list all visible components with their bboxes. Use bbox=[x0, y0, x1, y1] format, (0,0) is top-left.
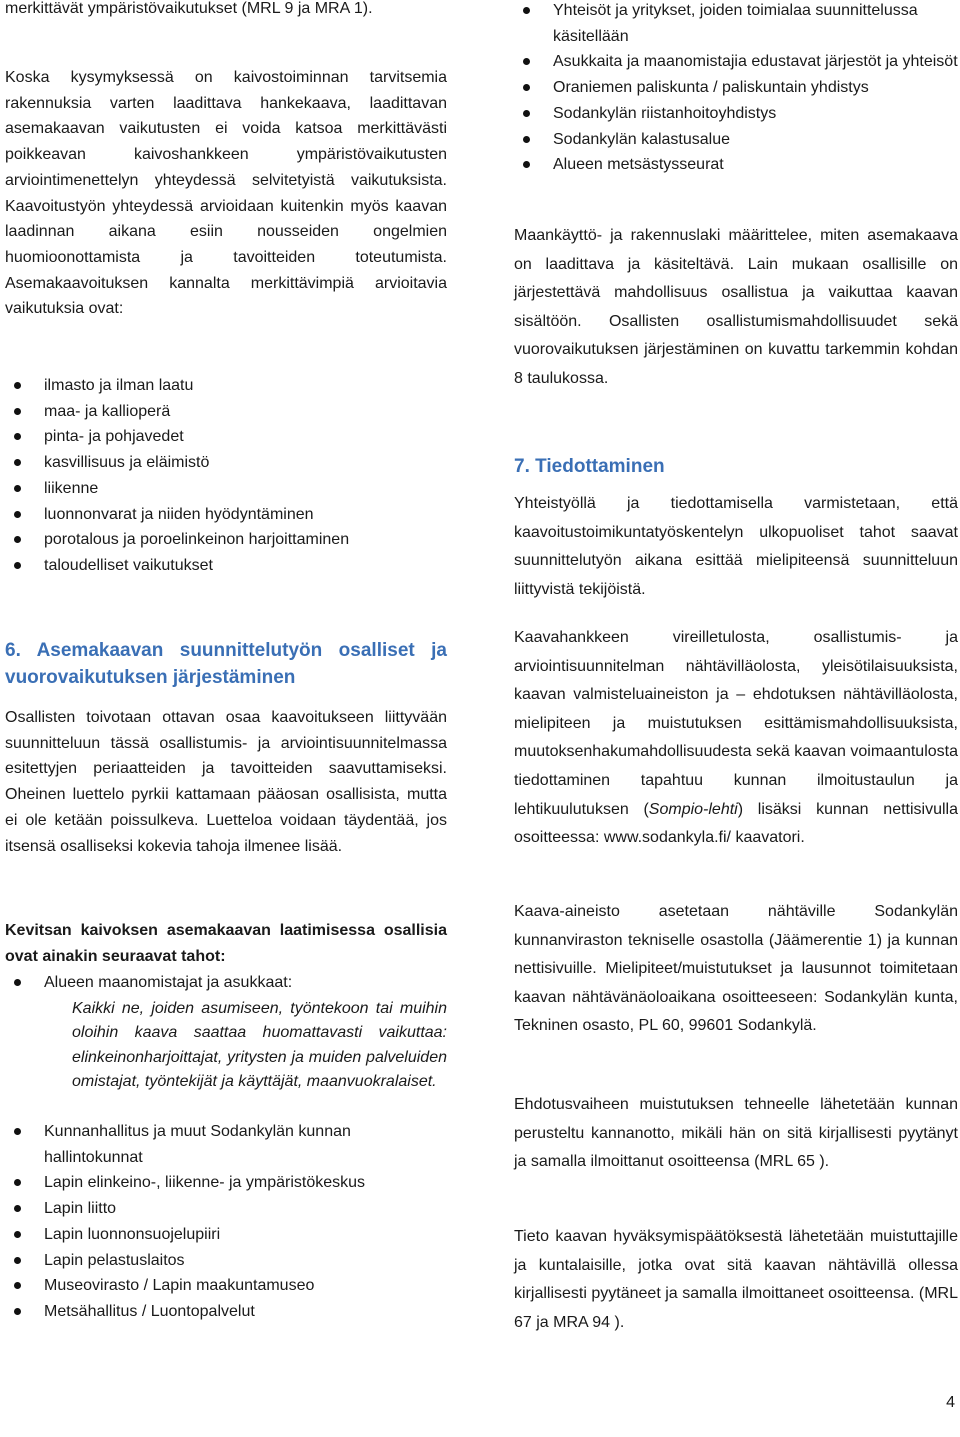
section-7-heading: 7. Tiedottaminen bbox=[514, 456, 665, 477]
bullet-icon bbox=[14, 1179, 21, 1186]
bullet-icon bbox=[523, 7, 530, 14]
list-item: Alueen maanomistajat ja asukkaat: bbox=[5, 970, 447, 996]
list-item: taloudelliset vaikutukset bbox=[5, 553, 447, 579]
bullet-icon bbox=[14, 459, 21, 466]
section-7-paragraph: Yhteistyöllä ja tiedottamisella varmistetaan, että kaavoitustoimikuntatyöskentelyn ulkopuoliset tahot saavat suunnittelutyön aikana esittää mielipiteensä suunnitteluun liittyvistä tekijöistä. bbox=[514, 495, 958, 598]
list-item: maa- ja kallioperä bbox=[5, 399, 447, 425]
bullet-icon bbox=[14, 382, 21, 389]
list-item: kasvillisuus ja eläimistö bbox=[5, 450, 447, 476]
bullet-icon bbox=[14, 1282, 21, 1289]
notices-paragraph: Kaavahankkeen vireilletulosta, osallistumis- ja arviointisuunnitelman nähtävilläolosta, yleisötilaisuuksista, kaavan valmisteluaineiston ja – ehdotuksen nähtävilläolosta, mielipiteen ja muistutuksen esittämismahdollisuuksista, muutoksenhakumahdollisuudesta sekä kaavan voimaantulosta tiedottaminen tapahtuu kunnan ilmoitustaulun ja lehtikuulutuksen (Sompio-lehti) lisäksi kunnan nettisivulla osoitteessa: www.sodankyla.fi/ kaavatori. bbox=[514, 629, 958, 847]
bullet-icon bbox=[14, 1205, 21, 1212]
list-item: Alueen metsästysseurat bbox=[514, 152, 958, 178]
list-item: Yhteisöt ja yritykset, joiden toimialaa suunnittelussa käsitellään bbox=[514, 0, 958, 49]
list-item: Oraniemen paliskunta / paliskuntain yhdistys bbox=[514, 75, 958, 101]
parties-list-cont bbox=[5, 1119, 447, 1325]
list-item: Museovirasto / Lapin maakuntamuseo bbox=[5, 1273, 447, 1299]
page-number: 4 bbox=[946, 1394, 955, 1411]
list-item: liikenne bbox=[5, 476, 447, 502]
list-item: Kunnanhallitus ja muut Sodankylän kunnan hallintokunnat bbox=[5, 1119, 447, 1170]
list-item: Sodankylän kalastusalue bbox=[514, 127, 958, 153]
section-6-heading: 6. Asemakaavan suunnittelutyön osalliset ja vuorovaikutuksen järjestäminen bbox=[5, 640, 447, 688]
bullet-icon bbox=[523, 110, 530, 117]
landowners-detail: Kaikki ne, joiden asumiseen, työntekoon tai muihin oloihin kaava saattaa huomattavasti vaikuttaa: elinkeinonharjoittajat, yritysten ja muiden palveluiden omistajat, työntekijät ja käyttäjät, maanvuokralaiset. bbox=[72, 1000, 447, 1091]
bullet-icon bbox=[14, 1257, 21, 1264]
bullet-icon bbox=[523, 136, 530, 143]
mrl-paragraph: Maankäyttö- ja rakennuslaki määrittelee, miten asemakaava on laadittava ja käsiteltävä. Lain mukaan osallisille on järjestettävä mahdollisuus osallistua ja vaikuttaa kaavan sisältöön. Osallisten osallistumismahdollisuudet sekä vuorovaikutuksen järjestäminen on kuvattu tarkemmin kohdan 8 taulukossa. bbox=[514, 227, 958, 387]
list-item: Lapin liitto bbox=[5, 1196, 447, 1222]
list-item: Lapin elinkeino-, liikenne- ja ympäristökeskus bbox=[5, 1170, 447, 1196]
bullet-icon bbox=[523, 161, 530, 168]
material-paragraph: Kaava-aineisto asetetaan nähtäville Sodankylän kunnanviraston tekniselle osastolla (Jäämerentie 1) ja kunnan nettisivuille. Mielipiteet/muistutukset ja lausunnot toimitetaan kaavan nähtävänäoloaikana osoitteeseen: Sodankylän kunta, Tekninen osasto, PL 60, 99601 Sodankylä. bbox=[514, 903, 958, 1035]
list-item: Sodankylän riistanhoitoyhdistys bbox=[514, 101, 958, 127]
list-item: luonnonvarat ja niiden hyödyntäminen bbox=[5, 502, 447, 528]
list-item: Metsähallitus / Luontopalvelut bbox=[5, 1299, 447, 1325]
intro-tail-paragraph: merkittävät ympäristövaikutukset (MRL 9 ja MRA 1). bbox=[5, 0, 373, 17]
bullet-icon bbox=[14, 1231, 21, 1238]
impact-assessment-paragraph: Koska kysymyksessä on kaivostoiminnan tarvitsemia rakennuksia varten laadittava hankekaava, laadittavan asemakaavan vaikutusten ei voida katsoa merkittävästi poikkeavan kaivoshankkeen ympäristövaikutusten arviointimenettelyn yhteydessä selvitetyistä vaikutuksista. Kaavoitustyön yhteydessä arvioidaan kuitenkin myös kaavan laadinnan aikana esiin nousseiden ongelmien huomioonottamista ja tavoitteiden toteutumista. Asemakaavoituksen kannalta merkittävimpiä arvioitavia vaikutuksia ovat: bbox=[5, 69, 447, 318]
bullet-icon bbox=[14, 979, 21, 986]
bullet-icon bbox=[14, 536, 21, 543]
list-item: pinta- ja pohjavedet bbox=[5, 424, 447, 450]
list-item: Lapin luonnonsuojelupiiri bbox=[5, 1222, 447, 1248]
list-item: porotalous ja poroelinkeinon harjoittaminen bbox=[5, 527, 447, 553]
list-item: Asukkaita ja maanomistajia edustavat järjestöt ja yhteisöt bbox=[514, 49, 958, 75]
bullet-icon bbox=[14, 562, 21, 569]
impacts-list bbox=[5, 373, 447, 579]
parties-list-right bbox=[514, 0, 958, 178]
list-item: Lapin pelastuslaitos bbox=[5, 1248, 447, 1274]
decision-paragraph: Tieto kaavan hyväksymispäätöksestä lähetetään muistuttajille ja kuntalaisille, jotka ovat sitä kaavan nähtävillä ollessa kirjallisesti pyytäneet ja samalla ilmoittaneet osoitteensa. (MRL 67 ja MRA 94 ). bbox=[514, 1228, 958, 1331]
bullet-icon bbox=[14, 408, 21, 415]
bullet-icon bbox=[523, 84, 530, 91]
bullet-icon bbox=[14, 433, 21, 440]
parties-list bbox=[5, 970, 447, 996]
bullet-icon bbox=[14, 1128, 21, 1135]
bullet-icon bbox=[523, 58, 530, 65]
list-item: ilmasto ja ilman laatu bbox=[5, 373, 447, 399]
request-paragraph: Ehdotusvaiheen muistutuksen tehneelle lähetetään kunnan perusteltu kannanotto, mikäli hän on sitä kirjallisesti pyytänyt ja samalla ilmoittanut osoitteensa (MRL 65 ). bbox=[514, 1096, 958, 1171]
parties-intro: Kevitsan kaivoksen asemakaavan laatimisessa osallisia ovat ainakin seuraavat tahot: bbox=[5, 922, 447, 965]
section-6-paragraph: Osallisten toivotaan ottavan osaa kaavoitukseen liittyvään suunnitteluun tässä osallistumis- ja arviointisuunnitelmassa esitettyjen periaatteiden ja tavoitteiden saavuttamiseksi. Oheinen luettelo pyrkii kattamaan pääosan osallisista, mutta ei ole ketään poissulkeva. Luetteloa voidaan täydentää, jos itsensä osalliseksi kokevia tahoja ilmenee lisää. bbox=[5, 709, 447, 855]
bullet-icon bbox=[14, 511, 21, 518]
bullet-icon bbox=[14, 1308, 21, 1315]
newspaper-name: Sompio-lehti bbox=[648, 800, 738, 818]
bullet-icon bbox=[14, 485, 21, 492]
